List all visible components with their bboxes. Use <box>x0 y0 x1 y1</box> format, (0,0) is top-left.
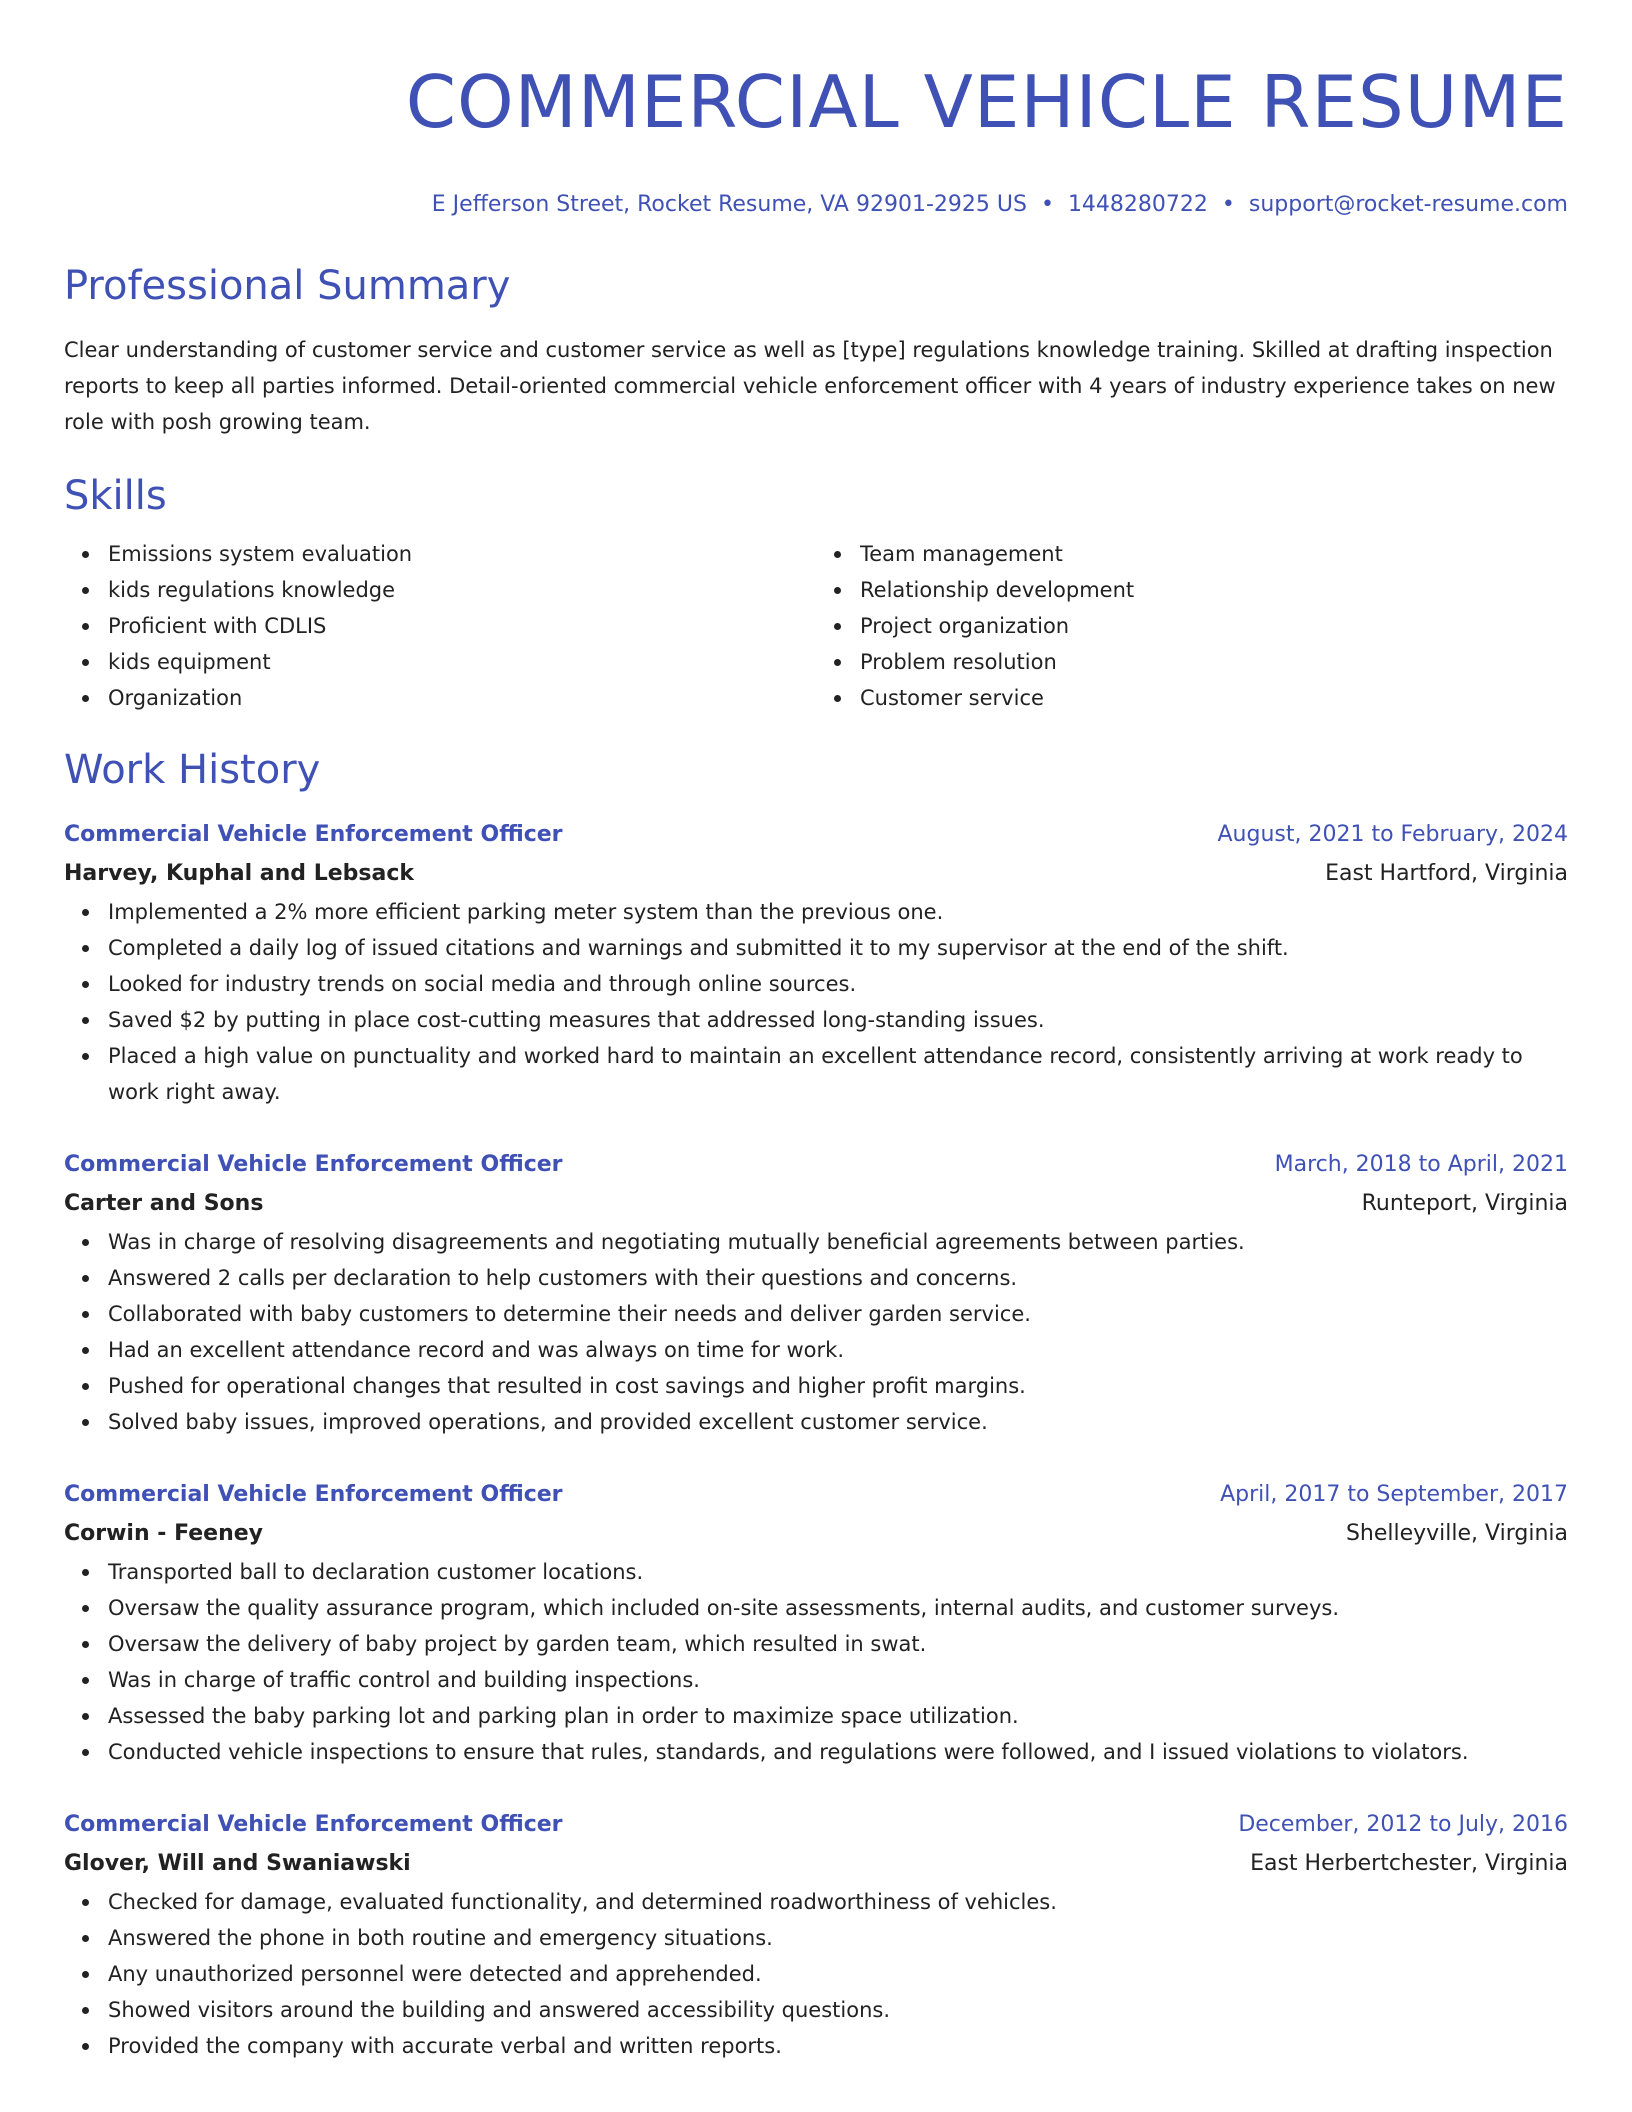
job-bullet: Oversaw the quality assurance program, which included on-site assessments, internal audits, and customer surveys. <box>108 1590 1568 1626</box>
job-dates: August, 2021 to February, 2024 <box>1217 822 1568 847</box>
contact-separator: • <box>1040 192 1054 217</box>
skills-column-right <box>816 536 1568 716</box>
job-bullet: Oversaw the delivery of baby project by garden team, which resulted in swat. <box>108 1626 1568 1662</box>
job-location: Shelleyville, Virginia <box>1345 1521 1568 1546</box>
job-bullet: Any unauthorized personnel were detected and apprehended. <box>108 1956 1568 1992</box>
job-location: East Herbertchester, Virginia <box>1250 1851 1568 1876</box>
job-company-row <box>64 1514 1568 1554</box>
job-entry <box>64 1476 1568 1770</box>
job-title: Commercial Vehicle Enforcement Officer <box>64 1812 563 1837</box>
job-bullet: Answered 2 calls per declaration to help customers with their questions and concerns. <box>108 1260 1568 1296</box>
job-bullet: Answered the phone in both routine and emergency situations. <box>108 1920 1568 1956</box>
job-bullet: Transported ball to declaration customer locations. <box>108 1554 1568 1590</box>
job-bullet-list <box>64 1884 1568 2064</box>
job-bullet: Saved $2 by putting in place cost-cutting measures that addressed long-standing issues. <box>108 1002 1568 1038</box>
job-bullet: Solved baby issues, improved operations, and provided excellent customer service. <box>108 1404 1568 1440</box>
job-bullet-list <box>64 1224 1568 1440</box>
contact-email[interactable]: support@rocket-resume.com <box>1248 192 1568 217</box>
summary-text: Clear understanding of customer service and customer service as well as [type] regulations knowledge training. Skilled at drafting inspection reports to keep all parties informed. Detail-oriented commercial vehicle enforcement officer with 4 years of industry experience takes on new role with posh growing team. <box>64 338 1556 434</box>
job-dates: December, 2012 to July, 2016 <box>1238 1812 1568 1837</box>
contact-phone: 1448280722 <box>1067 192 1208 217</box>
job-entry <box>64 816 1568 1110</box>
job-header-row <box>64 1476 1568 1514</box>
job-bullet: Checked for damage, evaluated functionality, and determined roadworthiness of vehicles. <box>108 1884 1568 1920</box>
job-bullet: Conducted vehicle inspections to ensure that rules, standards, and regulations were followed, and I issued violations to violators. <box>108 1734 1568 1770</box>
job-header-row <box>64 1806 1568 1844</box>
job-title: Commercial Vehicle Enforcement Officer <box>64 822 563 847</box>
job-bullet: Showed visitors around the building and answered accessibility questions. <box>108 1992 1568 2028</box>
resume-title: COMMERCIAL VEHICLE RESUME <box>405 60 1568 144</box>
skills-column-left <box>64 536 816 716</box>
job-bullet: Placed a high value on punctuality and worked hard to maintain an excellent attendance record, consistently arriving at work ready to work right away. <box>108 1038 1568 1110</box>
contact-line <box>64 190 1568 220</box>
skills-heading: Skills <box>64 473 167 519</box>
job-company: Corwin - Feeney <box>64 1521 263 1546</box>
skill-item: Organization <box>108 680 816 716</box>
job-bullet: Collaborated with baby customers to determine their needs and deliver garden service. <box>108 1296 1568 1332</box>
job-bullet: Had an excellent attendance record and was always on time for work. <box>108 1332 1568 1368</box>
job-bullet: Implemented a 2% more efficient parking meter system than the previous one. <box>108 894 1568 930</box>
skill-item: Proficient with CDLIS <box>108 608 816 644</box>
job-bullet: Was in charge of traffic control and building inspections. <box>108 1662 1568 1698</box>
job-bullet: Was in charge of resolving disagreements and negotiating mutually beneficial agreements between parties. <box>108 1224 1568 1260</box>
job-header-row <box>64 1146 1568 1184</box>
job-dates: March, 2018 to April, 2021 <box>1274 1152 1568 1177</box>
job-bullet-list <box>64 894 1568 1110</box>
job-bullet: Pushed for operational changes that resulted in cost savings and higher profit margins. <box>108 1368 1568 1404</box>
job-dates: April, 2017 to September, 2017 <box>1220 1482 1568 1507</box>
skill-item: Emissions system evaluation <box>108 536 816 572</box>
job-company-row <box>64 1184 1568 1224</box>
job-company-row <box>64 854 1568 894</box>
job-location: East Hartford, Virginia <box>1325 861 1568 886</box>
job-company: Glover, Will and Swaniawski <box>64 1851 411 1876</box>
job-entry <box>64 1146 1568 1440</box>
skill-item: kids equipment <box>108 644 816 680</box>
work-history-heading: Work History <box>64 747 321 793</box>
job-bullet: Assessed the baby parking lot and parking plan in order to maximize space utilization. <box>108 1698 1568 1734</box>
skill-item: Problem resolution <box>860 644 1568 680</box>
skill-item: Customer service <box>860 680 1568 716</box>
job-company: Harvey, Kuphal and Lebsack <box>64 861 415 886</box>
job-title: Commercial Vehicle Enforcement Officer <box>64 1482 563 1507</box>
job-company-row <box>64 1844 1568 1884</box>
skills-grid <box>64 536 1568 716</box>
contact-separator: • <box>1221 192 1235 217</box>
job-entry <box>64 1806 1568 2064</box>
skill-item: Team management <box>860 536 1568 572</box>
job-header-row <box>64 816 1568 854</box>
job-company: Carter and Sons <box>64 1191 264 1216</box>
job-bullet: Looked for industry trends on social media and through online sources. <box>108 966 1568 1002</box>
summary-heading: Professional Summary <box>64 263 511 309</box>
job-location: Runteport, Virginia <box>1361 1191 1568 1216</box>
contact-address: E Jefferson Street, Rocket Resume, VA 92901-2925 US <box>431 192 1027 217</box>
job-title: Commercial Vehicle Enforcement Officer <box>64 1152 563 1177</box>
skill-item: Project organization <box>860 608 1568 644</box>
job-bullet-list <box>64 1554 1568 1770</box>
job-bullet: Provided the company with accurate verbal and written reports. <box>108 2028 1568 2064</box>
skill-item: kids regulations knowledge <box>108 572 816 608</box>
job-bullet: Completed a daily log of issued citations and warnings and submitted it to my supervisor at the end of the shift. <box>108 930 1568 966</box>
skill-item: Relationship development <box>860 572 1568 608</box>
